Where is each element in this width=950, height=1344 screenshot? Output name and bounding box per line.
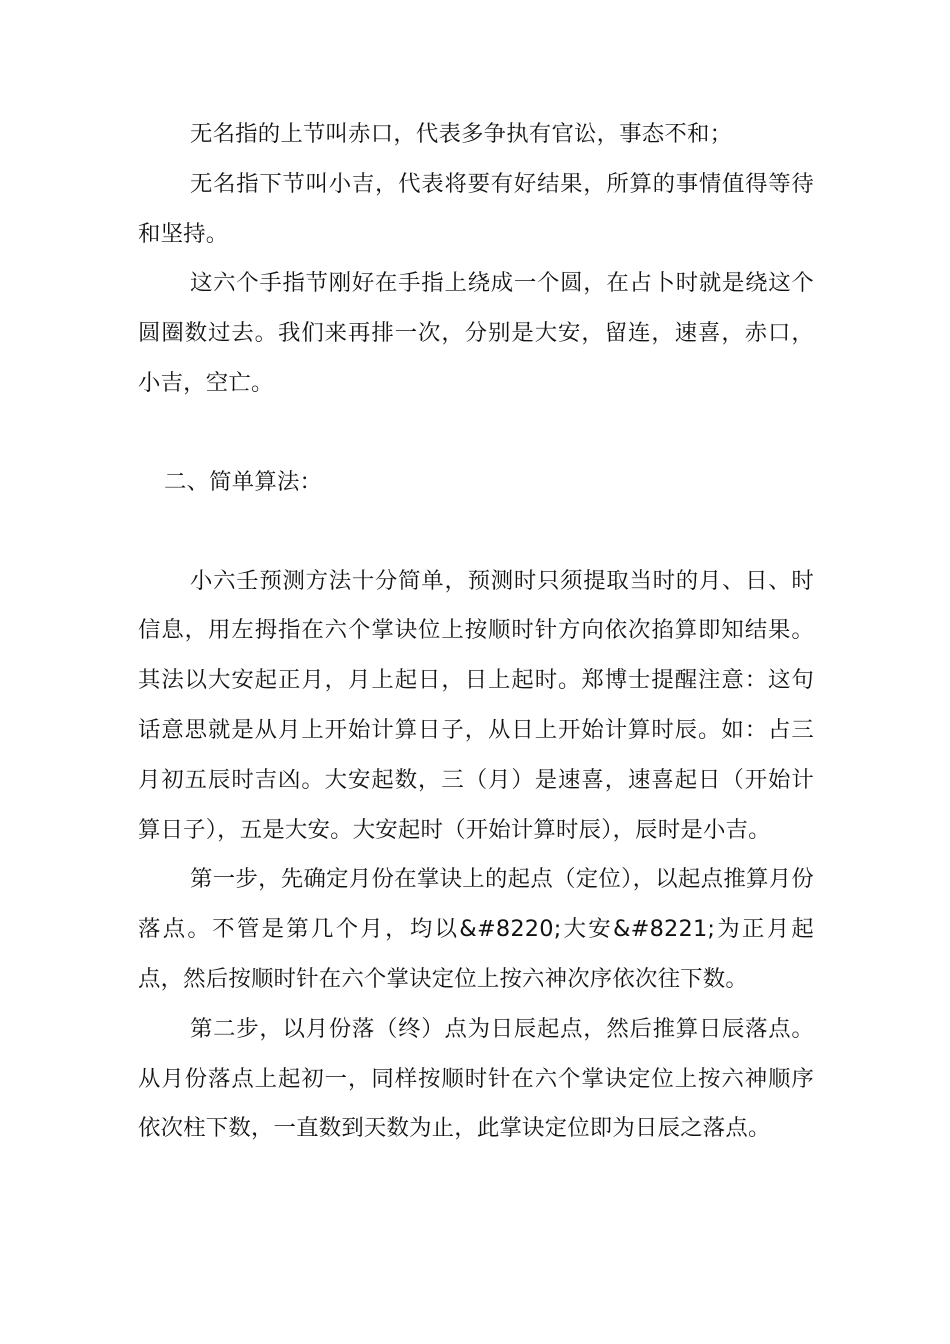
paragraph-wuming-upper: 无名指的上节叫赤口，代表多争执有官讼，事态不和； bbox=[190, 121, 733, 147]
document-page bbox=[138, 110, 814, 1154]
paragraph-step-two: 第二步，以月份落（终）点为日辰起点，然后推算日辰落点。从月份落点上起初一，同样按顺时针在六个掌诀定位上按六神顺序依次柱下数，一直数到天数为止，此掌诀定位即为日辰之落点。 bbox=[138, 1015, 814, 1142]
paragraph-step-one: 第一步，先确定月份在掌诀上的起点（定位），以起点推算月份落点。不管是第几个月，均以&#8220;大安&#8221;为正月起点，然后按顺时针在六个掌诀定位上按六神次序依次往下数。 bbox=[138, 866, 814, 992]
paragraph-method-intro: 小六壬预测方法十分简单，预测时只须提取当时的月、日、时信息，用左拇指在六个掌诀位上按顺时针方向依次掐算即知结果。其法以大安起正月，月上起日，日上起时。郑博士提醒注意：这句话意思就是从月上开始计算日子，从日上开始计算时辰。如：占三月初五辰时吉凶。大安起数，三（月）是速喜，速喜起日（开始计算日子），五是大安。大安起时（开始计算时辰），辰时是小吉。 bbox=[138, 567, 814, 843]
section-heading-simple-method: 二、简单算法： bbox=[164, 468, 323, 495]
paragraph-six-joints-circle: 这六个手指节刚好在手指上绕成一个圆，在占卜时就是绕这个圆圈数过去。我们来再排一次，分别是大安，留连，速喜，赤口，小吉，空亡。 bbox=[138, 270, 814, 396]
paragraph-wuming-lower: 无名指下节叫小吉，代表将要有好结果，所算的事情值得等待和坚持。 bbox=[138, 170, 814, 247]
